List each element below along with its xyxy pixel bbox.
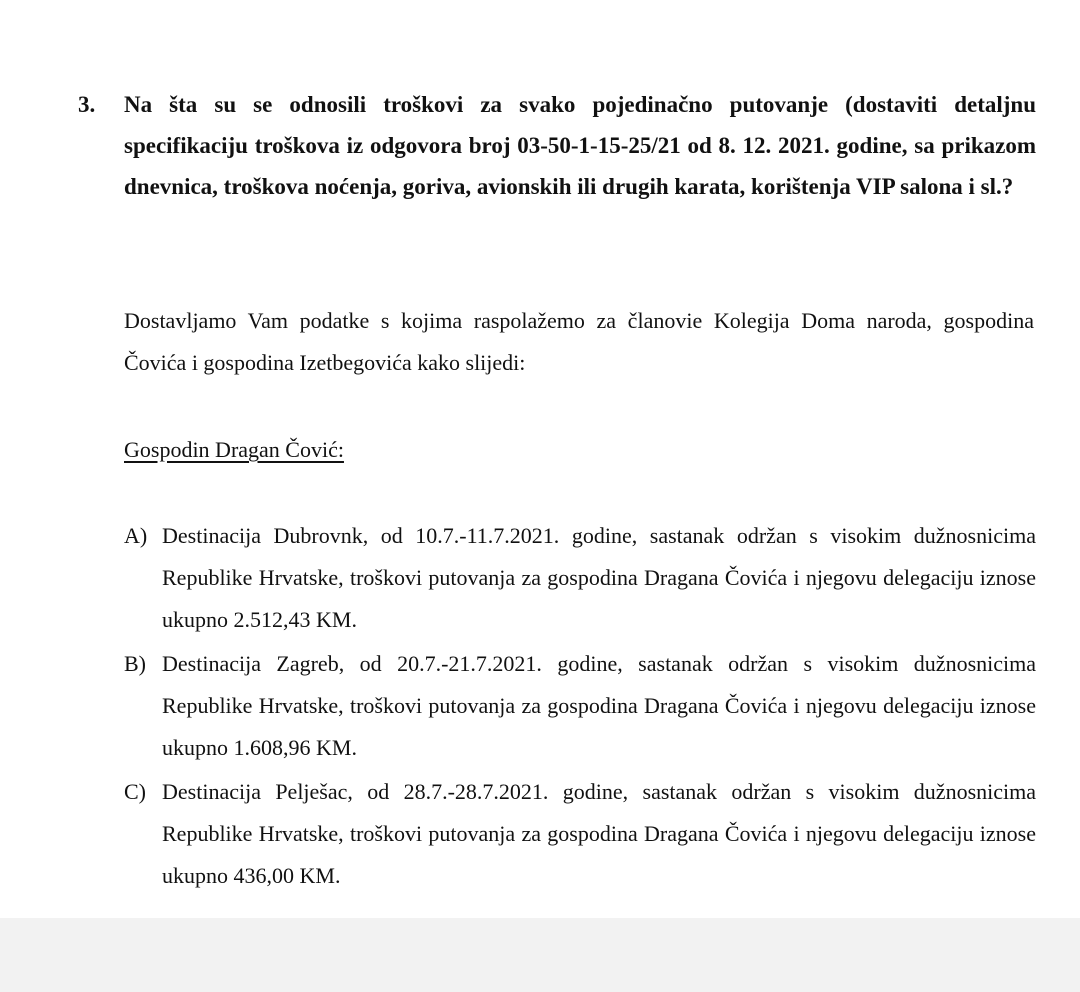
question-text: Na šta su se odnosili troškovi za svako pojedinačno putovanje (dostaviti detaljnu specifikaciju troškova iz odgovora broj 03-50-1-15-25/21 od 8. 12. 2021. godine, sa prikazom dnevnica, troškova noćenja, goriva, avionskih ili drugih karata, korištenja VIP salona i sl.? xyxy=(124,92,1036,199)
trip-list xyxy=(124,515,1036,899)
trip-item-text: Destinacija Pelješac, od 28.7.-28.7.2021. godine, sastanak održan s visokim dužnosnicima Republike Hrvatske, troškovi putovanja za gospodina Dragana Čovića i njegovu delegaciju iznose ukupno 436,00 KM. xyxy=(162,779,1036,888)
trip-item-text: Destinacija Zagreb, od 20.7.-21.7.2021. godine, sastanak održan s visokim dužnosnicima Republike Hrvatske, troškovi putovanja za gospodina Dragana Čovića i njegovu delegaciju iznose ukupno 1.608,96 KM. xyxy=(162,651,1036,760)
trip-item-marker: B) xyxy=(124,651,146,676)
answer-intro: Dostavljamo Vam podatke s kojima raspolažemo za članovie Kolegija Doma naroda, gospodina Čovića i gospodina Izetbegovića kako slijedi: xyxy=(124,308,1034,375)
trip-item-c xyxy=(124,771,1036,897)
bottom-margin xyxy=(0,918,1080,992)
trip-item-text: Destinacija Dubrovnk, od 10.7.-11.7.2021. godine, sastanak održan s visokim dužnosnicima Republike Hrvatske, troškovi putovanja za gospodina Dragana Čovića i njegovu delegaciju iznose ukupno 2.512,43 KM. xyxy=(162,523,1036,632)
trip-item-a xyxy=(124,515,1036,641)
person-heading: Gospodin Dragan Čović: xyxy=(124,437,344,462)
question-number: 3. xyxy=(78,92,96,117)
trip-item-marker: A) xyxy=(124,523,148,548)
trip-item-marker: C) xyxy=(124,779,146,804)
trip-item-b xyxy=(124,643,1036,769)
